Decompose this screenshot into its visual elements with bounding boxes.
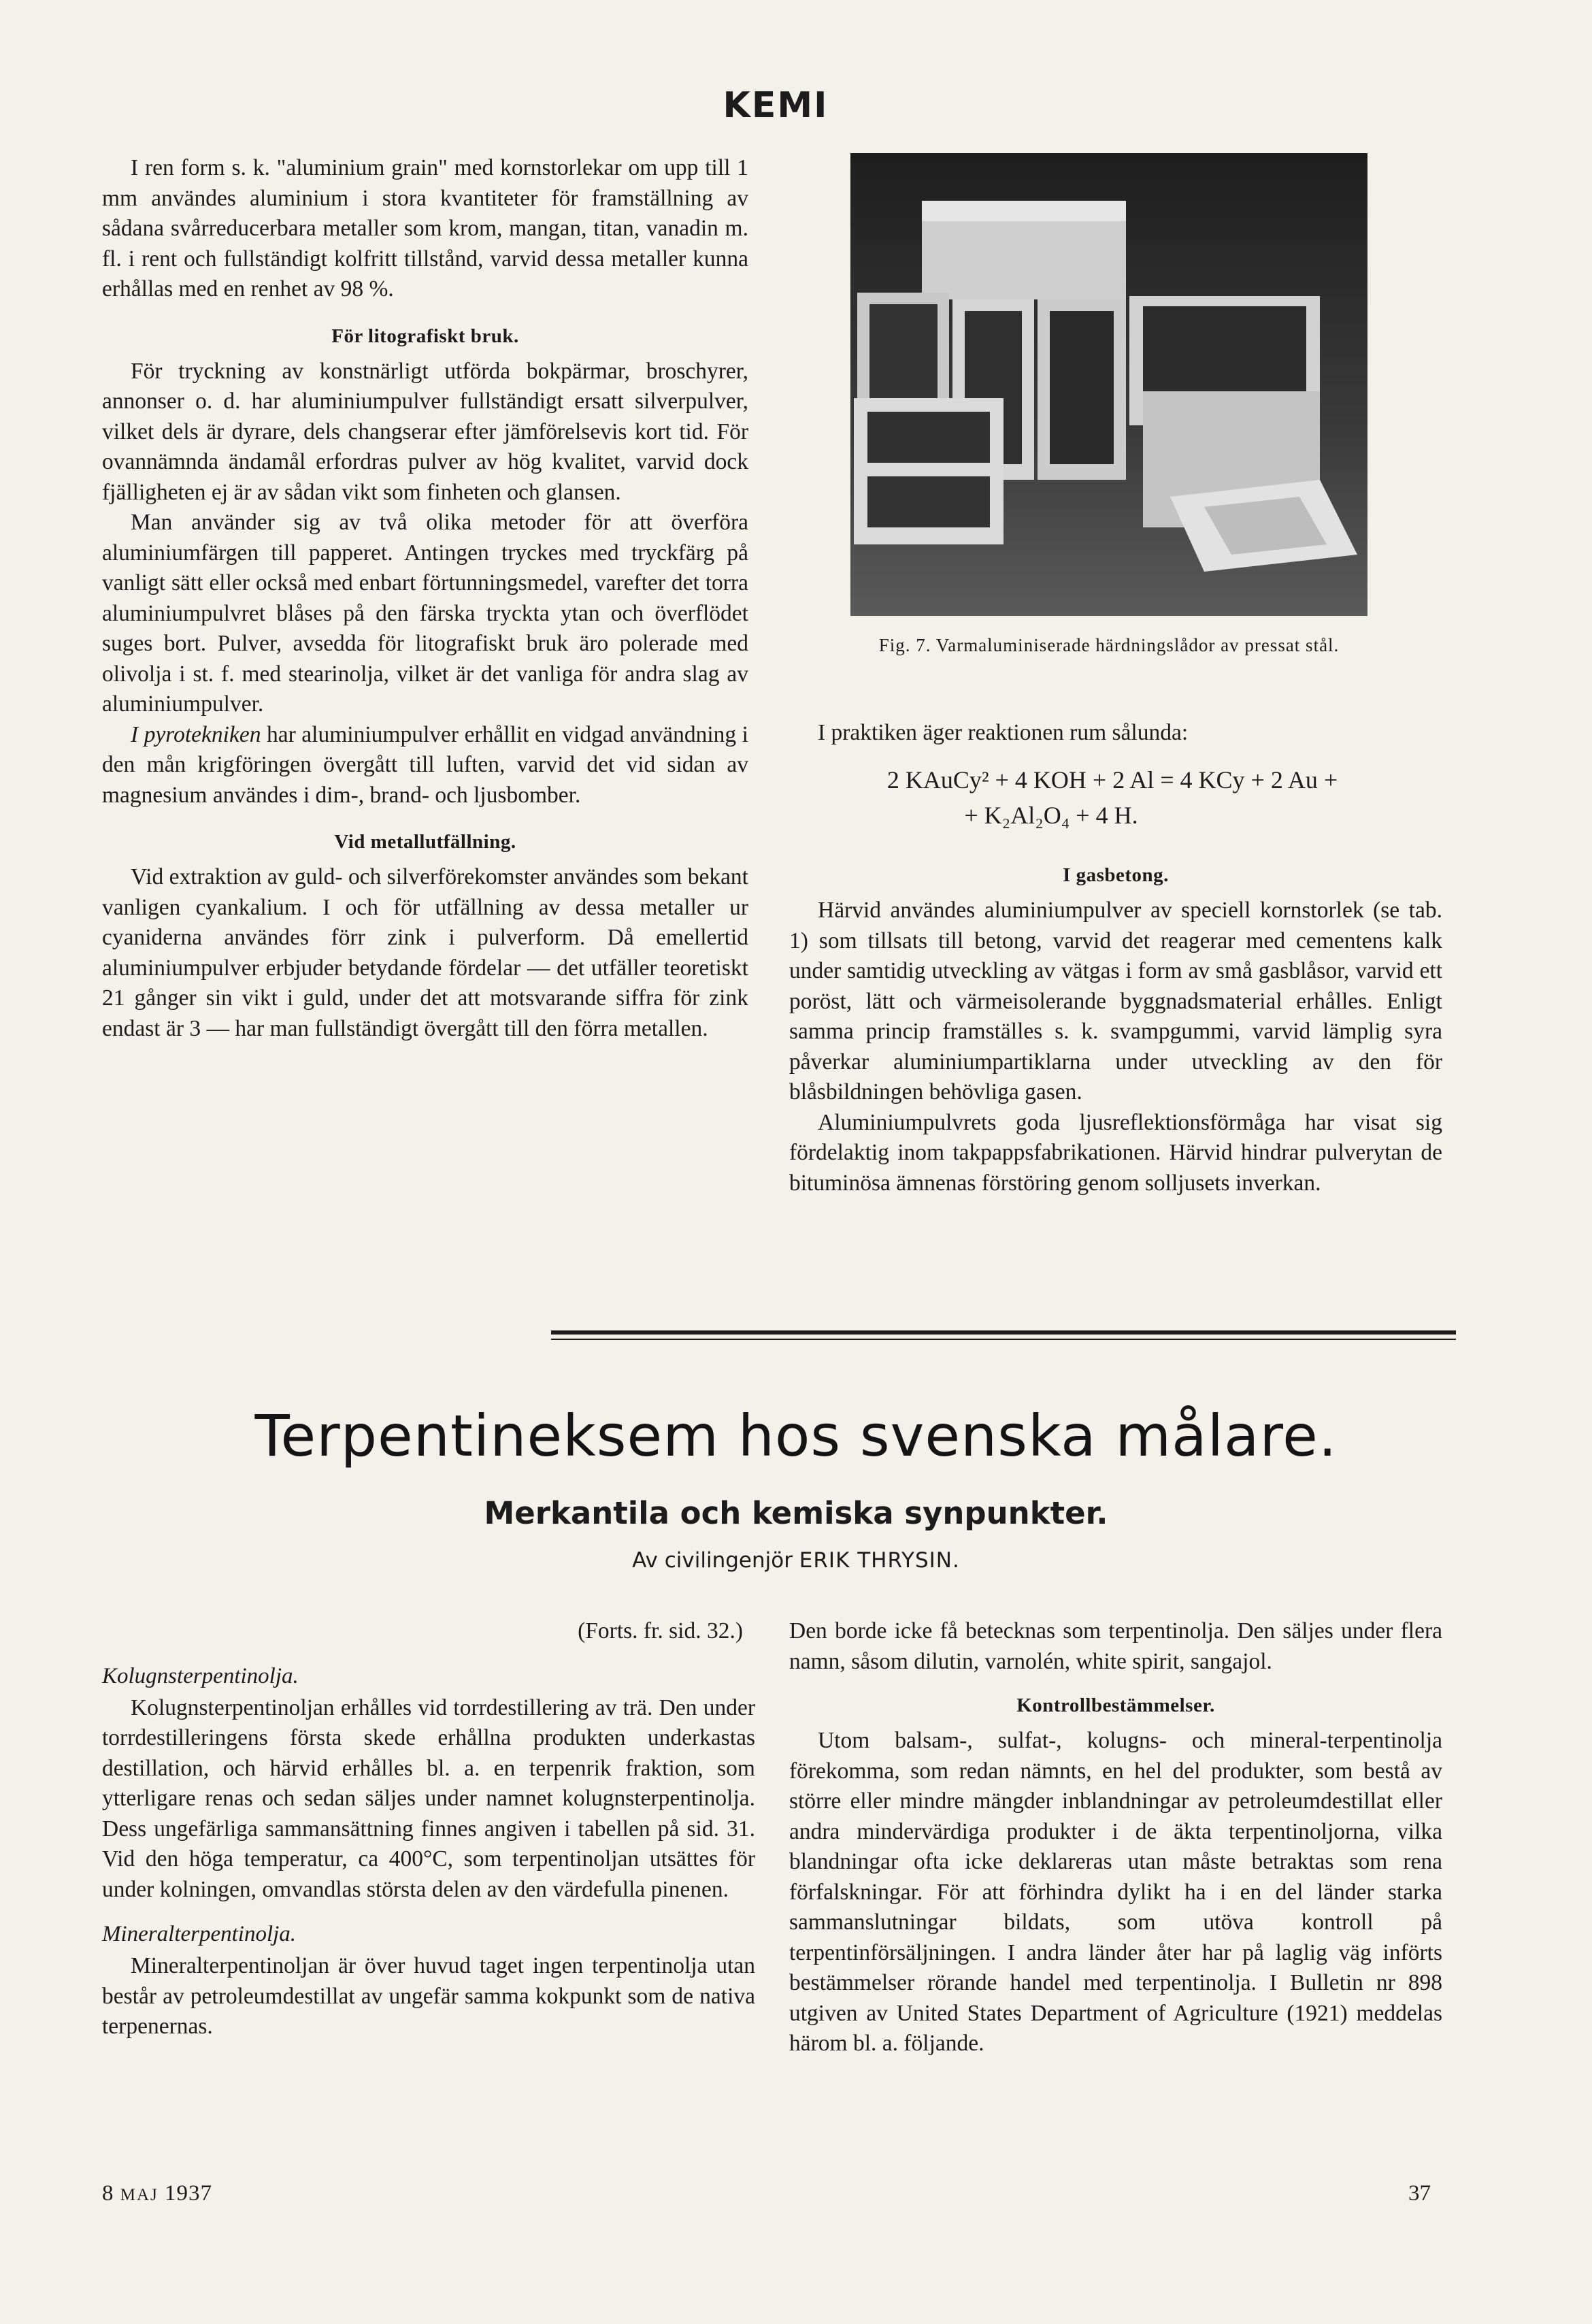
hardening-boxes-illustration	[850, 153, 1367, 616]
subheading-gasbetong: I gasbetong.	[1063, 864, 1169, 886]
paragraph: För tryckning av konstnärligt utförda bokpärmar, broschyrer, annonser o. d. har aluminiumpulver fullständigt ersatt silverpulver, vilket dels är dyrare, dels changserar efter jämförelsevis kort tid. För ovannämnda ändamål erfordras pulver av hög kvalitet, varvid dock fjälligheten ej är av sådan vikt som finheten och glansen.	[102, 358, 748, 505]
chemical-equation	[789, 762, 1436, 833]
article-left-column	[102, 1616, 755, 2042]
subheading-kolugnsterpentinolja: Kolugnsterpentinolja.	[102, 1663, 299, 1688]
paragraph-text: har aluminiumpulver erhållit en vidgad användning i den mån krigföringen övergått till luften, varvid det vid sidan av magnesium användes i dim-, brand- och ljusbomber.	[102, 721, 748, 808]
paragraph: I praktiken äger reaktionen rum sålunda:	[818, 720, 1189, 745]
paragraph: Aluminiumpulvrets goda ljusreflektionsförmåga har visat sig fördelaktig inom takpappsfabrikationen. Härvid hindrar pulverytan de bituminösa ämnenas förstöring genom solljusets inverkan.	[789, 1109, 1442, 1196]
author-prefix: Av civilingenjör	[632, 1548, 799, 1573]
footer-date	[102, 2181, 212, 2206]
italic-term: I pyrotekniken	[131, 721, 261, 747]
subheading-metallutfallning: Vid metallutfällning.	[334, 831, 516, 853]
paragraph: Kolugnsterpentinoljan erhålles vid torrdestillering av trä. Den under torrdestilleringens första skede erhållna produkten underkastas destillation, och härvid erhålles bl. a. en terpenrik fraktion, som ytterligare renas och sedan säljes under namnet kolugnsterpentinolja. Dess ungefärliga sammansättning finnes angiven i tabellen på sid. 31. Vid den höga temperatur, ca 400°C, som terpentinoljan utsättes för under kolningen, omvandlas största delen av den värdefulla pinenen.	[102, 1695, 755, 1902]
date-month: MAJ	[120, 2186, 159, 2204]
page-number: 37	[1408, 2181, 1431, 2206]
upper-right-column-lower	[789, 851, 1442, 1198]
section-header: KEMI	[723, 85, 829, 126]
paragraph: I ren form s. k. "aluminium grain" med kornstorlekar om upp till 1 mm användes aluminium i stora kvantiteter för framställning av sådana svårreducerbara metaller som krom, mangan, titan, vanadin m. fl. i rent och fullständigt kolfritt tillstånd, varvid dessa metaller kunna erhållas med en renhet av 98 %.	[102, 155, 748, 301]
paragraph: Härvid användes aluminiumpulver av speciell kornstorlek (se tab. 1) som tillsats till betong, varvid det reagerar med cementens kalk under samtidig utveckling av vätgas i form av små gasblåsor, varvid ett poröst, lätt och värmeisolerande byggnadsmaterial erhålles. Enligt samma princip framställes s. k. svampgummi, varvid lämplig syra påverkar aluminiumpartiklarna under utveckling av den för blåsbildningen behövliga gasen.	[789, 898, 1442, 1104]
article-subtitle: Merkantila och kemiska synpunkter.	[484, 1495, 1108, 1531]
subheading-kontrollbestammelser: Kontrollbestämmelser.	[1016, 1695, 1215, 1716]
figure-caption: Fig. 7. Varmaluminiserade härdningslådor av pressat stål.	[878, 635, 1340, 655]
continuation-note: (Forts. fr. sid. 32.)	[578, 1618, 743, 1643]
paragraph	[102, 720, 748, 811]
upper-right-column	[789, 718, 1442, 749]
paragraph: Man använder sig av två olika metoder för att överföra aluminiumfärgen till papperet. Antingen tryckes med tryckfärg på vanligt sätt eller också med enbart förtunningsmedel, varefter det torra aluminiumpulvret blåses på den färska tryckta ytan och överflödet suges bort. Pulver, avsedda för litografiskt bruk äro polerade med olivolja i st. f. med stearinolja, vilket är det vanliga för andra slag av aluminiumpulver.	[102, 510, 748, 717]
paragraph: Vid extraktion av guld- och silverförekomster användes som bekant vanligen cyankalium. I och för utfällning av dessa metaller ur cyaniderna användes förr zink i pulverform. Då emellertid aluminiumpulver erbjuder betydande fördelar — det utfäller teoretiskt 21 gånger sin vikt i guld, under det att motsvarande siffra för zink endast är 3 — har man fullständigt övergått till den förra metallen.	[102, 864, 748, 1041]
upper-left-column	[102, 153, 748, 1044]
subheading-mineralterpentinolja: Mineralterpentinolja.	[102, 1922, 297, 1946]
equation-line-1: 2 KAuCy² + 4 KOH + 2 Al = 4 KCy + 2 Au +	[886, 766, 1338, 793]
date-day: 8	[102, 2181, 120, 2206]
equation-line-2: + K₂Al₂O₄ + 4 H.	[964, 802, 1138, 829]
article-right-column	[789, 1616, 1442, 2059]
author-name: ERIK THRYSIN.	[799, 1548, 960, 1573]
article-title: Terpentineksem hos svenska målare.	[254, 1403, 1338, 1469]
article-author	[0, 1548, 1592, 1573]
subheading-litografiskt: För litografiskt bruk.	[331, 325, 519, 347]
paragraph: Utom balsam-, sulfat-, kolugns- och mineral-terpentinolja förekomma, som redan nämnts, en hel del produkter, som bestå av större eller mindre mängder inblandningar av petroleumdestillat eller andra mindervärdiga produkter i de äkta terpentinoljorna, vilka blandningar ofta icke deklareras utan måste betraktas som rena förfalskningar. För att förhindra dylikt ha i en del länder starka sammanslutningar bildats, som utöva kontroll på terpentinförsäljningen. I andra länder åter har på laglig väg införts bestämmelser rörande handel med terpentinolja. I Bulletin nr 898 utgiven av United States Department of Agriculture (1921) meddelas härom bl. a. följande.	[789, 1728, 1442, 2056]
figure-photo	[850, 153, 1367, 616]
date-year: 1937	[158, 2181, 213, 2206]
divider-rule-thin	[551, 1339, 1456, 1340]
paragraph: Den borde icke få betecknas som terpentinolja. Den säljes under flera namn, såsom dilutin, varnolén, white spirit, sangajol.	[789, 1618, 1442, 1674]
paragraph: Mineralterpentinoljan är över huvud taget ingen terpentinolja utan består av petroleumdestillat av ungefär samma kokpunkt som de nativa terpenernas.	[102, 1953, 755, 2039]
divider-rule-thick	[551, 1330, 1456, 1335]
